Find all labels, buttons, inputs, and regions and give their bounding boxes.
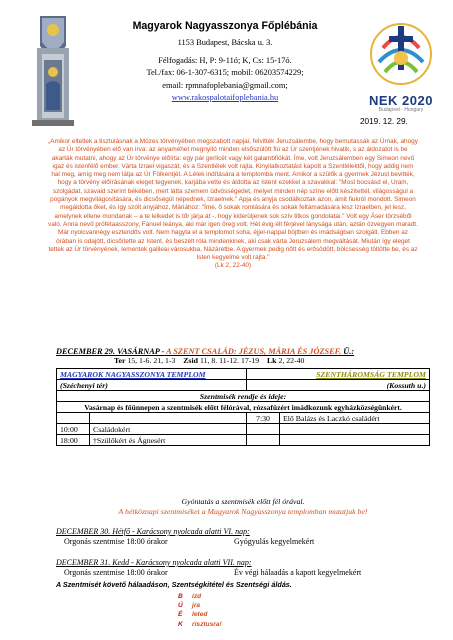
acrostic-line bbox=[178, 592, 222, 601]
acrostic-word: jra bbox=[192, 602, 201, 610]
nek-emblem bbox=[365, 18, 437, 90]
parish-title: Magyarok Nagyasszonya Főplébánia bbox=[132, 20, 318, 32]
sunday-heading bbox=[56, 347, 426, 365]
gospel-passage bbox=[48, 138, 418, 271]
acrostic-letter: É bbox=[178, 611, 183, 619]
intent-header: Szentmisék rendje és ideje: bbox=[57, 391, 430, 402]
church2-name: SZENTHÁROMSÁG TEMPLOM bbox=[247, 369, 430, 380]
church1-street: (Széchenyi tér) bbox=[57, 380, 247, 391]
row-time-2 bbox=[247, 435, 280, 446]
acrostic-word: ízd bbox=[192, 593, 202, 600]
gospel-reference: (Lk 2, 22-40) bbox=[214, 262, 252, 270]
bulletin-date: 2019. 12. 29. bbox=[360, 117, 408, 126]
weekday-note: A hétköznapi szentmiséket a Magyarok Nagyasszonya templomban mutatjuk be! bbox=[118, 507, 368, 516]
phone: Tel./fax: 06-1-307-6315; mobil: 06203574229; bbox=[146, 68, 304, 77]
dec31-intent: Év végi hálaadás a kapott kegyelmekért bbox=[234, 568, 362, 577]
acrostic-line bbox=[178, 620, 222, 629]
table-row bbox=[57, 413, 430, 424]
email: email: rpmnafoplebania@gmail.com; bbox=[162, 80, 288, 90]
row-time-2: 7:30 bbox=[247, 413, 280, 424]
acrostic-line bbox=[178, 610, 222, 619]
row-intent-2 bbox=[280, 424, 430, 435]
acrostic-word: risztusra! bbox=[192, 620, 222, 628]
website-link[interactable]: www.rakospalotaifoplebania.hu bbox=[171, 93, 279, 102]
row-intent-2: Elő Balázs és Laczkó családért bbox=[280, 413, 430, 424]
acrostic-letter: Ú bbox=[178, 602, 183, 610]
address: 1153 Budapest, Bácska u. 3. bbox=[177, 38, 273, 47]
row-intent: †Szülőkért és Ágnesért bbox=[90, 435, 247, 446]
notice bbox=[56, 497, 430, 517]
dec30-mass: Orgonás szentmise 18:00 órakor bbox=[64, 537, 168, 546]
nek-logo bbox=[365, 18, 437, 113]
row-time: 10:00 bbox=[57, 424, 90, 435]
mass-schedule-table bbox=[56, 368, 430, 446]
row-intent-2 bbox=[280, 435, 430, 446]
sunday-suffix: Ü.: bbox=[343, 347, 355, 356]
readings bbox=[56, 356, 426, 365]
gospel-ref: 2, 22-40 bbox=[278, 356, 305, 365]
dec30-block bbox=[56, 527, 430, 547]
dec31-heading: DECEMBER 31. Kedd - Karácsony nyolcada alatti VII. nap: bbox=[56, 558, 252, 567]
nek-wordmark: NEK 2020 bbox=[369, 93, 433, 108]
church1-name: MAGYAROK NAGYASSZONYA TEMPLOM bbox=[57, 369, 247, 380]
dec31-block bbox=[56, 558, 430, 578]
reading2: 11, 8. 11-12. 17-19 bbox=[199, 356, 260, 365]
row-intent: Családokért bbox=[90, 424, 247, 435]
acrostic-letter: B bbox=[178, 593, 183, 600]
sunday-day: DECEMBER 29. VASÁRNAP - bbox=[56, 347, 165, 356]
row-intent bbox=[90, 413, 247, 424]
acrostic-line bbox=[178, 601, 222, 610]
nek-subtitle: Budapest · Hungary bbox=[378, 107, 424, 113]
parish-header bbox=[100, 20, 350, 105]
reading1-label: Ter bbox=[114, 356, 126, 365]
reading1: 15, 1-6. 21, 1-3 bbox=[127, 356, 176, 365]
parish-logo bbox=[28, 12, 88, 130]
row-time: 18:00 bbox=[57, 435, 90, 446]
adoration-note: A Szentmisét követő hálaadáson, Szentségkitétel és Szentségi áldás. bbox=[56, 580, 292, 589]
table-row bbox=[57, 424, 430, 435]
rosary-note: Vasárnap és főünnepen a szentmisék előtt félórával, rózsafüzért imádkozunk egyházközségünkért. bbox=[57, 402, 430, 413]
acrostic-word: leted bbox=[192, 611, 208, 619]
acrostic-letter: K bbox=[178, 620, 183, 628]
dec30-heading: DECEMBER 30. Hétfő - Karácsony nyolcada alatti VI. nap: bbox=[56, 527, 250, 536]
gospel-text: „Amikor elteltek a tisztulásnak a Mózes törvényében megszabott napjai, felvitték Jeruzsálembe, hogy bemutassák az Úrnak, ahogy az Úr törvényében elő van írva: az anyaméhet megnyitó minden elsőszülött fiú az Úr szentjének hivatik, s az áldozatot is be akarták mutatni, ahogy az Úr törvénye előírta: egy pár gerlicét vagy két galambfiókát. Íme, volt Jeruzsálemben egy Simeon nevű igaz és istenfélő ember. Várta Izrael vigaszát, és a Szentlélek volt rajta. Kinyilatkoztatást kapott a Szentlélektől, hogy addig nem hal meg, amíg meg nem látja az Úr Fölkentjét. A Lélek indítására a templomba ment. Amikor a szülők a gyermek Jézust bevitték, hogy a törvény előírásának eleget tegyenek, karjába vette és áldotta az Istent ezekkel a szavakkal: "Most bocsásd el, Uram, szolgádat, szavaid szerint békében, mert látta szemem üdvösségedet, melyet minden nép színe előtt készítettél, világosságul a pogányok megvilágosítására, és dicsőségül népednek, Izraelnek." Apja és anyja csodálkoztak azon, amit fiukról mondott. Simeon megáldotta őket, és így szólt anyjához, Máriához: "Íme, ő sokak romlására és sokak feltámadására lesz Izraelben, jel lesz, amelynek ellene mondanak – a te lelkedet is tőr járja át -, hogy kiderüljenek sok szív titkos gondolatai." Volt egy Áser törzséből való, Anna nevű prófétaasszony, Fánuel leánya, aki már igen öreg volt. Hét évig élt férjével lánysága után, aztán özvegyen maradt. Már nyolcvannégy esztendős volt. Nem hagyta el a templomot soha, éjjel-nappal böjtben és imádságban szolgált. Ebben az órában is odajött, dicsőítette az Istent, és beszélt róla mindenkinek, aki csak várta Jeruzsálem megváltását. Miután így eleget tettek az Úr törvényének, lementek galileai városukba, Názáretbe. A gyermek pedig nőtt és erősödött, bölcsesség töltötte be, és az Isten kegyelme volt rajta." bbox=[48, 138, 418, 262]
blessing-acrostic bbox=[178, 592, 222, 629]
dec30-intent: Gyógyulás kegyelmekért bbox=[234, 537, 315, 546]
office-hours: Félfogadás: H, P: 9-11ó; K, Cs: 15-17ó. bbox=[158, 55, 292, 65]
row-time-2 bbox=[247, 424, 280, 435]
dec31-mass: Orgonás szentmise 18:00 órakor bbox=[64, 568, 168, 577]
reading2-label: Zsid bbox=[183, 356, 198, 365]
confession-note: Gyóntatás a szentmisék előtt fél órával. bbox=[181, 497, 305, 506]
gospel-label: Lk bbox=[266, 356, 277, 365]
feast-name: A SZENT CSALÁD: JÉZUS, MÁRIA ÉS JÓZSEF. bbox=[166, 347, 342, 356]
church2-street: (Kossuth u.) bbox=[247, 380, 430, 391]
table-row bbox=[57, 435, 430, 446]
row-time bbox=[57, 413, 90, 424]
